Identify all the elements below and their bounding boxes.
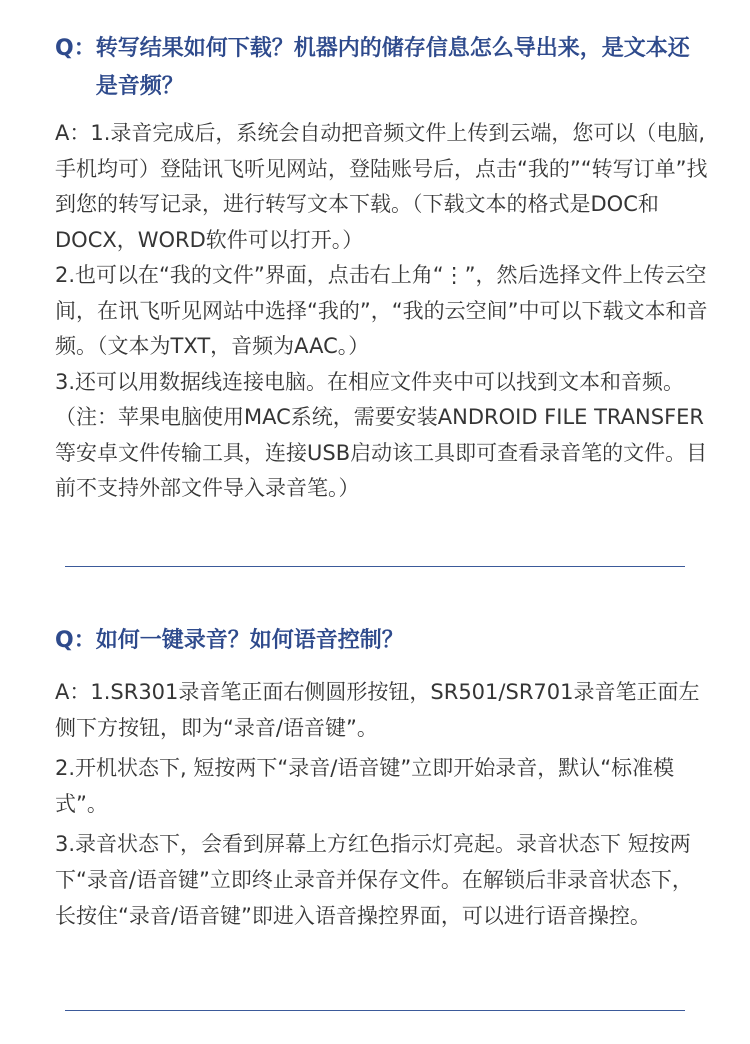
answer-paragraph: A：1.SR301录音笔正面右侧圆形按钮，SR501/SR701录音笔正面左侧下方按钮，即为“录音/语音键”。 — [55, 680, 700, 740]
answer-paragraph: A：1.录音完成后，系统会自动把音频文件上传到云端，您可以（电脑,手机均可）登陆讯飞听见网站，登陆账号后，点击“我的”“转写订单”找到您的转写记录，进行转写文本下载。（下载文本的格式是DOC和DOCX，WORD软件可以打开。） — [55, 121, 708, 252]
answer-paragraph: 2.开机状态下, 短按两下“录音/语音键”立即开始录音，默认“标准模式”。 — [55, 756, 675, 816]
question-heading — [55, 30, 710, 106]
question-text: 转写结果如何下载？机器内的储存信息怎么导出来，是文本还是音频？ — [95, 36, 690, 99]
answer-block — [55, 674, 710, 934]
answer-paragraph: 3.还可以用数据线连接电脑。在相应文件夹中可以找到文本和音频。（注：苹果电脑使用MAC系统，需要安装ANDROID FILE TRANSFER等安卓文件传输工具，连接USB启动该工具即可查看录音笔的文件。目前不支持外部文件导入录音笔。） — [55, 369, 708, 500]
answer-block — [55, 116, 710, 507]
question-text: 如何一键录音？如何语音控制？ — [95, 628, 404, 653]
answer-paragraph: 2.也可以在“我的文件”界面，点击右上角“⋮”，然后选择文件上传云空间，在讯飞听见网站中选择“我的”，“我的云空间”中可以下载文本和音频。（文本为TXT，音频为AAC。） — [55, 263, 708, 358]
section-divider — [65, 1010, 685, 1011]
question-prefix: Q： — [55, 628, 96, 653]
question-heading — [55, 622, 710, 660]
section-divider — [65, 566, 685, 567]
answer-paragraph: 3.录音状态下，会看到屏幕上方红色指示灯亮起。录音状态下 短按两下“录音/语音键”立即终止录音并保存文件。在解锁后非录音状态下，长按住“录音/语音键”即进入语音操控界面，可以进行语音操控。 — [55, 832, 693, 928]
question-prefix: Q： — [55, 36, 96, 61]
faq-item — [55, 30, 710, 507]
faq-item — [55, 622, 710, 934]
